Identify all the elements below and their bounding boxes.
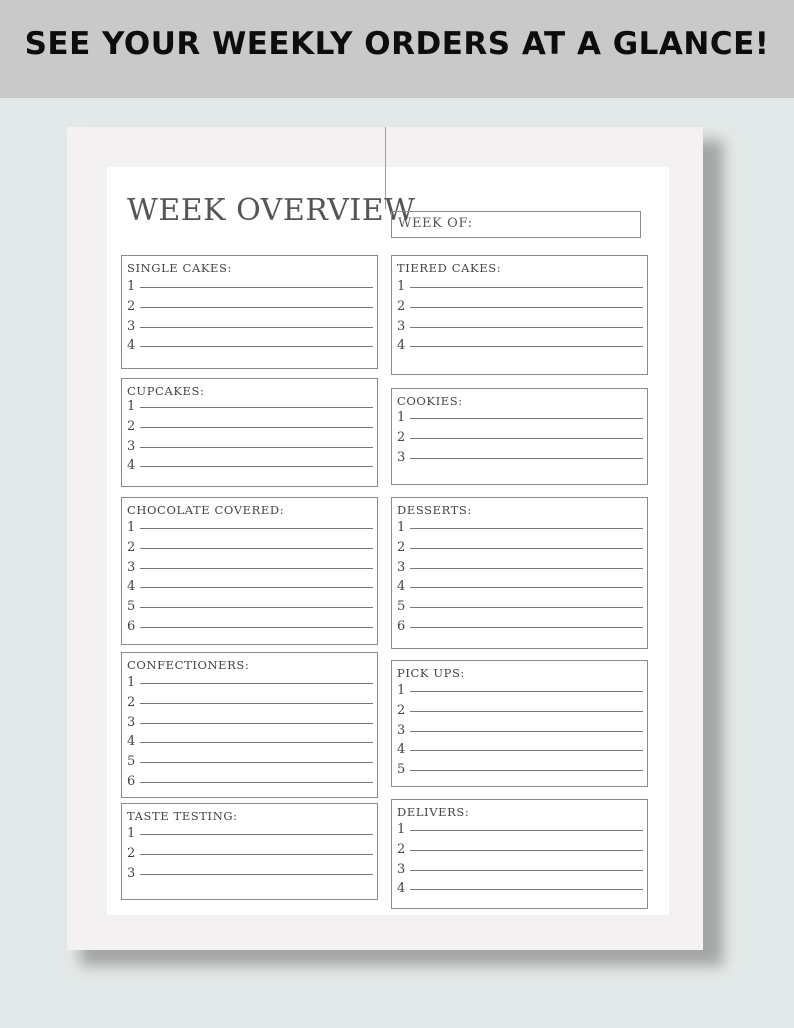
line-number: 3 — [127, 559, 136, 575]
section-title: CONFECTIONERS: — [127, 658, 250, 672]
line-rule — [140, 703, 373, 704]
line-rule — [410, 458, 643, 459]
write-line[interactable] — [392, 836, 647, 856]
line-number: 3 — [397, 722, 406, 738]
write-line[interactable] — [122, 393, 377, 413]
section-title: SINGLE CAKES: — [127, 261, 232, 275]
line-rule — [410, 731, 643, 732]
line-number: 1 — [127, 399, 136, 414]
line-rule — [140, 723, 373, 724]
line-number: 3 — [397, 449, 406, 465]
section-title: TIERED CAKES: — [397, 261, 502, 275]
write-line[interactable] — [392, 756, 647, 776]
line-rule — [140, 627, 373, 628]
line-rule — [410, 307, 643, 308]
line-rule — [410, 346, 643, 347]
line-rule — [140, 287, 373, 288]
section-pick-ups — [391, 660, 648, 787]
write-line[interactable] — [392, 856, 647, 876]
line-number: 4 — [397, 338, 406, 354]
write-line[interactable] — [122, 433, 377, 453]
section-confectioners — [121, 652, 378, 798]
write-line[interactable] — [392, 444, 647, 464]
write-line[interactable] — [122, 820, 377, 840]
line-number: 4 — [397, 579, 406, 595]
line-number: 4 — [127, 734, 136, 750]
line-number: 5 — [397, 762, 406, 778]
section-cupcakes — [121, 378, 378, 487]
line-number: 4 — [397, 881, 406, 897]
section-title: DELIVERS: — [397, 805, 470, 819]
line-number: 5 — [397, 599, 406, 615]
line-rule — [410, 889, 643, 890]
line-number: 1 — [127, 675, 136, 690]
section-title: DESSERTS: — [397, 503, 472, 517]
write-line[interactable] — [392, 424, 647, 444]
line-rule — [410, 287, 643, 288]
write-line[interactable] — [392, 313, 647, 333]
write-line[interactable] — [392, 573, 647, 593]
section-desserts — [391, 497, 648, 649]
line-number: 3 — [397, 559, 406, 575]
line-rule — [140, 346, 373, 347]
write-line[interactable] — [122, 613, 377, 633]
write-line[interactable] — [392, 816, 647, 836]
write-line[interactable] — [392, 273, 647, 293]
line-number: 1 — [127, 520, 136, 535]
write-line[interactable] — [392, 404, 647, 424]
line-number: 4 — [127, 579, 136, 595]
section-title: PICK UPS: — [397, 666, 465, 680]
write-line[interactable] — [392, 534, 647, 554]
line-rule — [140, 607, 373, 608]
line-rule — [410, 691, 643, 692]
write-line[interactable] — [122, 514, 377, 534]
write-line[interactable] — [122, 593, 377, 613]
line-rule — [410, 830, 643, 831]
write-line[interactable] — [392, 736, 647, 756]
write-line[interactable] — [122, 709, 377, 729]
section-title: TASTE TESTING: — [127, 809, 238, 823]
week-of-field[interactable] — [391, 211, 641, 238]
line-rule — [140, 568, 373, 569]
write-line[interactable] — [392, 697, 647, 717]
line-rule — [140, 742, 373, 743]
line-number: 1 — [397, 279, 406, 294]
line-rule — [410, 327, 643, 328]
line-number: 2 — [397, 429, 406, 445]
line-number: 2 — [127, 539, 136, 555]
section-title: CHOCOLATE COVERED: — [127, 503, 285, 517]
line-number: 3 — [127, 438, 136, 454]
line-rule — [410, 711, 643, 712]
line-rule — [410, 587, 643, 588]
line-number: 6 — [397, 619, 406, 634]
line-rule — [410, 607, 643, 608]
write-line[interactable] — [122, 313, 377, 333]
line-rule — [140, 327, 373, 328]
write-line[interactable] — [122, 554, 377, 574]
line-rule — [410, 750, 643, 751]
line-number: 2 — [127, 845, 136, 861]
write-line[interactable] — [122, 840, 377, 860]
line-rule — [410, 438, 643, 439]
line-rule — [410, 627, 643, 628]
section-single-cakes — [121, 255, 378, 369]
write-line[interactable] — [392, 677, 647, 697]
write-line[interactable] — [392, 332, 647, 352]
line-number: 1 — [397, 520, 406, 535]
write-line[interactable] — [392, 717, 647, 737]
line-rule — [410, 870, 643, 871]
line-rule — [140, 466, 373, 467]
line-rule — [410, 418, 643, 419]
line-number: 3 — [127, 714, 136, 730]
line-number: 4 — [127, 458, 136, 474]
write-line[interactable] — [122, 768, 377, 788]
section-cookies — [391, 388, 648, 485]
line-number: 3 — [127, 865, 136, 881]
write-line[interactable] — [122, 534, 377, 554]
line-number: 3 — [127, 318, 136, 334]
banner-headline: SEE YOUR WEEKLY ORDERS AT A GLANCE! — [24, 26, 770, 62]
section-tiered-cakes — [391, 255, 648, 375]
write-line[interactable] — [122, 293, 377, 313]
line-number: 3 — [397, 318, 406, 334]
line-rule — [140, 548, 373, 549]
section-delivers — [391, 799, 648, 909]
write-line[interactable] — [122, 452, 377, 472]
line-number: 5 — [127, 599, 136, 615]
line-number: 1 — [397, 683, 406, 698]
line-rule — [140, 307, 373, 308]
line-rule — [140, 874, 373, 875]
page-title: WEEK OVERVIEW — [127, 193, 416, 228]
write-line[interactable] — [122, 860, 377, 880]
write-line[interactable] — [392, 554, 647, 574]
line-number: 2 — [397, 702, 406, 718]
line-number: 1 — [397, 410, 406, 425]
line-rule — [140, 782, 373, 783]
line-rule — [140, 528, 373, 529]
line-number: 5 — [127, 754, 136, 770]
write-line[interactable] — [122, 332, 377, 352]
line-number: 2 — [127, 298, 136, 314]
line-number: 2 — [127, 418, 136, 434]
write-line[interactable] — [392, 593, 647, 613]
section-chocolate-covered — [121, 497, 378, 645]
line-rule — [140, 587, 373, 588]
line-number: 6 — [127, 774, 136, 789]
write-line[interactable] — [392, 293, 647, 313]
line-number: 6 — [127, 619, 136, 634]
line-number: 3 — [397, 861, 406, 877]
line-rule — [140, 447, 373, 448]
write-line[interactable] — [122, 748, 377, 768]
line-rule — [410, 548, 643, 549]
line-rule — [410, 528, 643, 529]
line-number: 2 — [127, 694, 136, 710]
write-line[interactable] — [122, 669, 377, 689]
line-rule — [140, 834, 373, 835]
section-taste-testing — [121, 803, 378, 900]
line-number: 1 — [127, 279, 136, 294]
line-number: 2 — [397, 539, 406, 555]
line-number: 4 — [127, 338, 136, 354]
line-number: 2 — [397, 298, 406, 314]
write-line[interactable] — [392, 613, 647, 633]
write-line[interactable] — [392, 514, 647, 534]
write-line[interactable] — [122, 273, 377, 293]
write-line[interactable] — [122, 573, 377, 593]
line-number: 4 — [397, 742, 406, 758]
line-rule — [140, 762, 373, 763]
section-title: CUPCAKES: — [127, 384, 205, 398]
write-line[interactable] — [122, 689, 377, 709]
line-number: 1 — [397, 822, 406, 837]
write-line[interactable] — [122, 413, 377, 433]
write-line[interactable] — [392, 875, 647, 895]
line-rule — [140, 427, 373, 428]
line-rule — [140, 683, 373, 684]
line-rule — [410, 568, 643, 569]
line-rule — [410, 770, 643, 771]
line-rule — [140, 854, 373, 855]
week-of-label: WEEK OF: — [398, 216, 473, 231]
promo-banner — [0, 0, 794, 98]
line-rule — [140, 407, 373, 408]
write-line[interactable] — [122, 728, 377, 748]
line-number: 2 — [397, 841, 406, 857]
section-title: COOKIES: — [397, 394, 463, 408]
line-rule — [410, 850, 643, 851]
line-number: 1 — [127, 826, 136, 841]
